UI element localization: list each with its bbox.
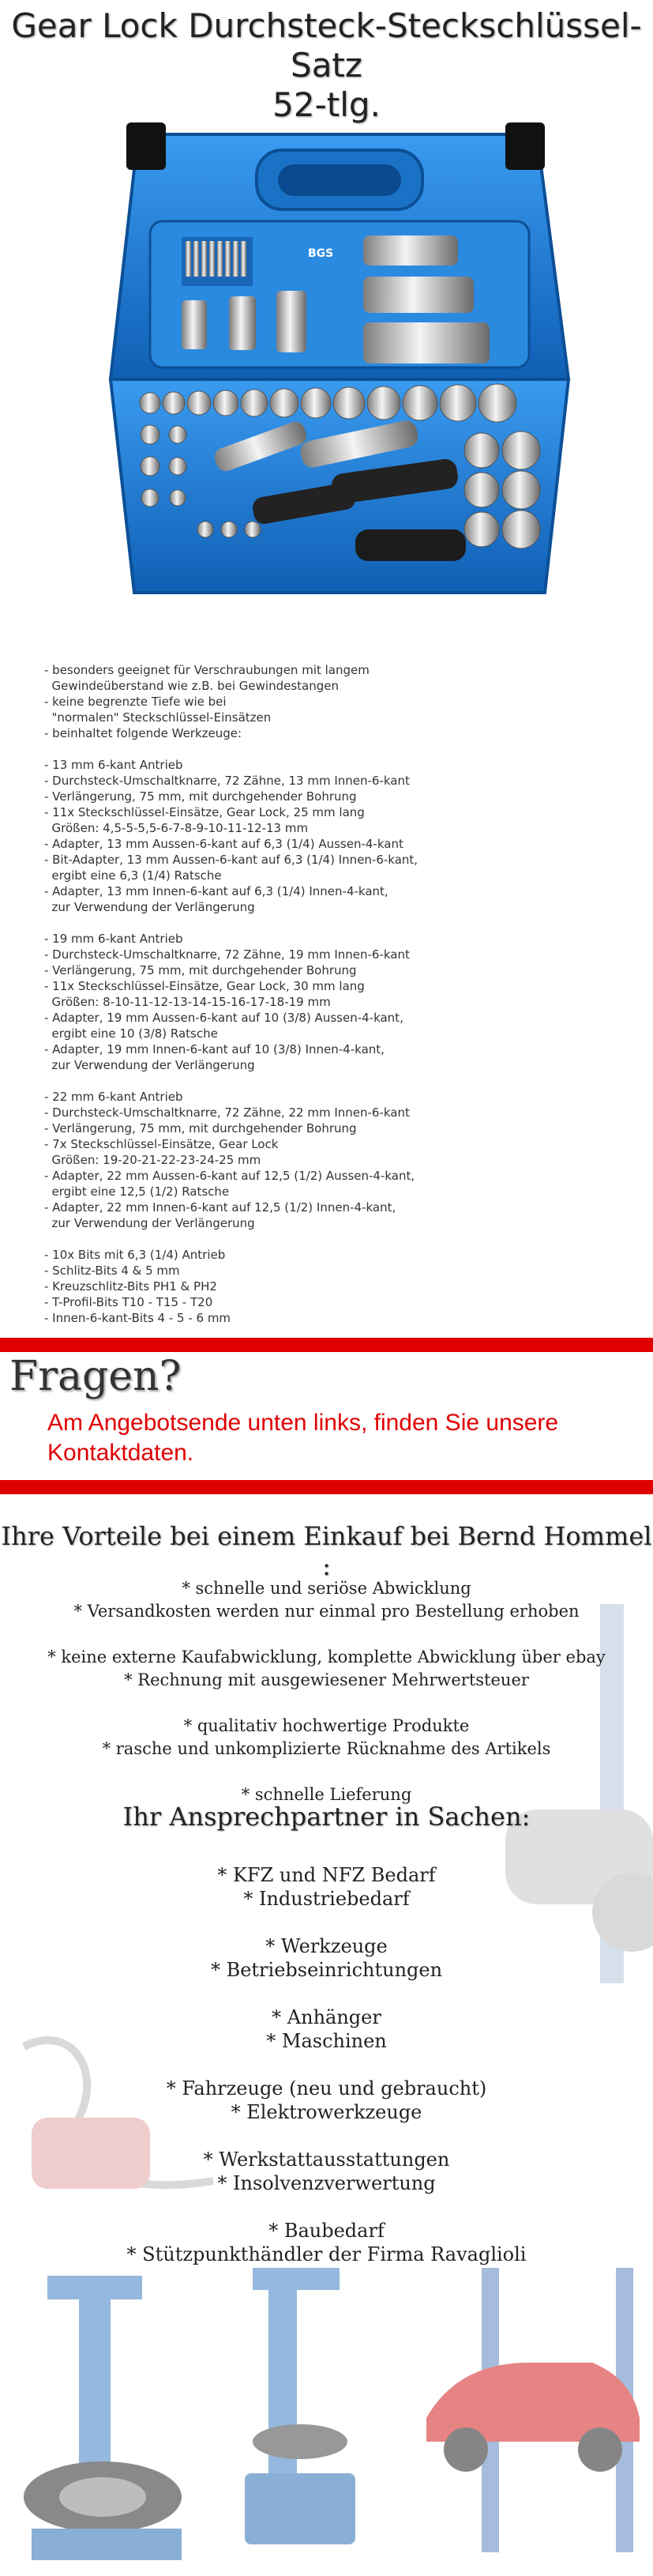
description-line: - 10x Bits mit 6,3 (1/4) Antrieb [44, 1248, 226, 1262]
vorteile-list [0, 1577, 653, 1806]
description-line: - Schlitz-Bits 4 & 5 mm [44, 1264, 180, 1278]
vorteil-item: * qualitativ hochwertige Produkte [183, 1716, 470, 1735]
fragen-heading: Fragen? [9, 1353, 182, 1400]
description-line: zur Verwendung der Verlängerung [44, 1216, 255, 1230]
description-line: - besonders geeignet für Verschraubungen mit langem [44, 663, 370, 677]
partner-item [0, 1911, 653, 1934]
partner-item [0, 2124, 653, 2148]
description-line [44, 1073, 455, 1089]
partner-item [0, 1982, 653, 2005]
description-list [44, 662, 455, 1326]
description-line: - 19 mm 6-kant Antrieb [44, 932, 183, 946]
vorteil-item [0, 1761, 653, 1783]
description-line: - beinhaltet folgende Werkzeuge: [44, 726, 242, 740]
description-line: - Bit-Adapter, 13 mm Aussen-6-kant auf 6,3 (1/4) Innen-6-kant, [44, 853, 418, 867]
partner-item: * Elektrowerkzeuge [231, 2101, 422, 2123]
description-line: - Durchsteck-Umschaltknarre, 72 Zähne, 13 mm Innen-6-kant [44, 774, 410, 788]
description-line: "normalen" Steckschlüssel-Einsätzen [44, 710, 272, 725]
vorteil-item: * rasche und unkomplizierte Rücknahme des Artikels [102, 1739, 551, 1758]
red-divider-top [0, 1338, 653, 1352]
vorteil-item [0, 1692, 653, 1715]
description-line: - Adapter, 19 mm Innen-6-kant auf 10 (3/8) Innen-4-kant, [44, 1042, 385, 1056]
partner-list [0, 1863, 653, 2266]
description-line: - Adapter, 13 mm Innen-6-kant auf 6,3 (1/4) Innen-4-kant, [44, 884, 388, 898]
description-line: ergibt eine 6,3 (1/4) Ratsche [44, 868, 222, 883]
vorteil-item: * schnelle und seriöse Abwicklung [182, 1579, 471, 1598]
description-line: - Adapter, 22 mm Aussen-6-kant auf 12,5 (1/2) Aussen-4-kant, [44, 1169, 415, 1183]
description-line: Größen: 19-20-21-22-23-24-25 mm [44, 1153, 261, 1167]
partner-item [0, 2053, 653, 2077]
description-line: zur Verwendung der Verlängerung [44, 1058, 255, 1072]
description-line: - T-Profil-Bits T10 - T15 - T20 [44, 1295, 213, 1309]
description-line: - Adapter, 22 mm Innen-6-kant auf 12,5 (1/2) Innen-4-kant, [44, 1200, 396, 1215]
description-line: - 11x Steckschlüssel-Einsätze, Gear Lock, 30 mm lang [44, 979, 365, 993]
partner-item: * Betriebseinrichtungen [210, 1959, 443, 1981]
partner-heading: Ihr Ansprechpartner in Sachen: [122, 1802, 531, 1832]
red-divider-bottom [0, 1480, 653, 1494]
vorteil-item: * keine externe Kaufabwicklung, komplette Abwicklung über ebay [47, 1648, 606, 1666]
vorteile-heading: Ihre Vorteile bei einem Einkauf bei Bernd Hommel : [1, 1521, 652, 1581]
vorteil-item: * Versandkosten werden nur einmal pro Bestellung erhoben [73, 1602, 580, 1621]
description-line: zur Verwendung der Verlängerung [44, 900, 255, 914]
description-line: - Adapter, 19 mm Aussen-6-kant auf 10 (3/8) Aussen-4-kant, [44, 1011, 403, 1025]
workshop-illustrations [16, 2260, 640, 2568]
description-line: - Verlängerung, 75 mm, mit durchgehender Bohrung [44, 963, 357, 977]
partner-item: * Insolvenzverwertung [217, 2172, 436, 2194]
partner-item: * Stützpunkthändler der Firma Ravaglioli [126, 2243, 527, 2265]
vorteil-item: * Rechnung mit ausgewiesener Mehrwertsteuer [124, 1670, 529, 1689]
description-line: - 13 mm 6-kant Antrieb [44, 758, 183, 772]
partner-item: * Maschinen [266, 2030, 387, 2052]
description-line: Größen: 8-10-11-12-13-14-15-16-17-18-19 mm [44, 995, 331, 1009]
title-line-1: Gear Lock Durchsteck-Steckschlüssel-Satz [11, 6, 642, 85]
partner-item: * Anhänger [272, 2006, 381, 2028]
description-line: ergibt eine 12,5 (1/2) Ratsche [44, 1184, 230, 1199]
case-logo: BGS [308, 247, 334, 260]
description-line: - Durchsteck-Umschaltknarre, 72 Zähne, 19 mm Innen-6-kant [44, 947, 410, 962]
description-line: - 11x Steckschlüssel-Einsätze, Gear Lock, 25 mm lang [44, 805, 365, 819]
partner-item: * Fahrzeuge (neu und gebraucht) [166, 2077, 487, 2100]
description-line [44, 915, 455, 931]
fragen-text: Am Angebotsende unten links, finden Sie unsere Kontaktdaten. [47, 1410, 559, 1466]
partner-item: * Werkzeuge [265, 1935, 388, 1957]
product-image [95, 119, 584, 604]
description-line: - Verlängerung, 75 mm, mit durchgehender Bohrung [44, 789, 357, 804]
description-line: ergibt eine 10 (3/8) Ratsche [44, 1026, 218, 1041]
description-line: Größen: 4,5-5-5,5-6-7-8-9-10-11-12-13 mm [44, 821, 309, 835]
description-line: - Kreuzschlitz-Bits PH1 & PH2 [44, 1279, 217, 1294]
page-title [0, 6, 653, 125]
description-line: - Verlängerung, 75 mm, mit durchgehender Bohrung [44, 1121, 357, 1135]
description-line: - Durchsteck-Umschaltknarre, 72 Zähne, 22 mm Innen-6-kant [44, 1105, 410, 1120]
partner-item: * KFZ und NFZ Bedarf [217, 1864, 436, 1886]
description-line [44, 741, 455, 757]
description-line [44, 1231, 455, 1247]
vorteil-item [0, 1623, 653, 1646]
partner-item: * Baubedarf [268, 2220, 385, 2242]
description-line: Gewindeüberstand wie z.B. bei Gewindestangen [44, 679, 339, 693]
description-line: - keine begrenzte Tiefe wie bei [44, 695, 227, 709]
description-line: - Innen-6-kant-Bits 4 - 5 - 6 mm [44, 1311, 231, 1325]
title-line-2: 52-tlg. [272, 85, 381, 124]
vorteil-item: * schnelle Lieferung [241, 1785, 412, 1804]
partner-item: * Industriebedarf [243, 1888, 410, 1910]
description-line: - 22 mm 6-kant Antrieb [44, 1090, 183, 1104]
partner-item: * Werkstattausstattungen [203, 2149, 450, 2171]
partner-item [0, 2195, 653, 2219]
description-line: - Adapter, 13 mm Aussen-6-kant auf 6,3 (1/4) Aussen-4-kant [44, 837, 403, 851]
description-line: - 7x Steckschlüssel-Einsätze, Gear Lock [44, 1137, 279, 1151]
